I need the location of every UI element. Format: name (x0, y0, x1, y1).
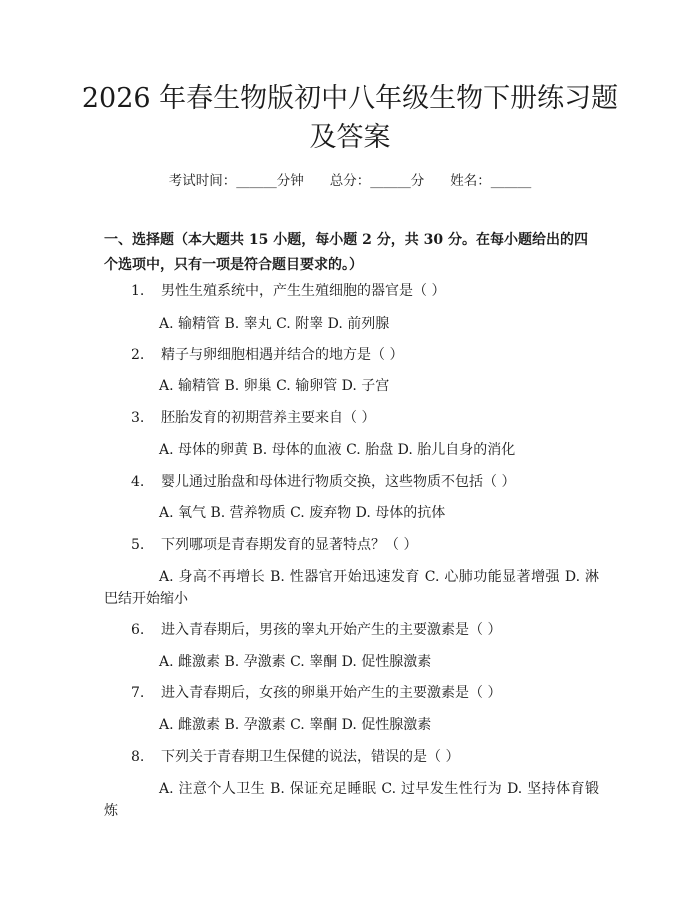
question-2 (131, 345, 403, 365)
question-stem: 婴儿通过胎盘和母体进行物质交换，这些物质不包括（ ） (161, 474, 516, 490)
question-stem: 胚胎发育的初期营养主要来自（ ） (161, 410, 376, 426)
question-number: 1. (131, 283, 145, 299)
question-stem: 进入青春期后，男孩的睾丸开始产生的主要激素是（ ） (161, 622, 502, 638)
question-2-options: A. 输精管 B. 卵巢 C. 输卵管 D. 子宫 (159, 378, 390, 394)
section-heading: 一、选择题（本大题共 15 小题，每小题 2 分，共 30 分。在每小题给出的四个选项中，只有一项是符合题目要求的。） (104, 232, 588, 273)
question-number: 2. (131, 347, 145, 363)
question-number: 4. (131, 474, 145, 490)
document-title-line-2: 及答案 (309, 122, 391, 153)
question-4 (131, 472, 515, 492)
question-number: 6. (131, 622, 145, 638)
exam-info-line (0, 169, 700, 189)
question-stem: 精子与卵细胞相遇并结合的地方是（ ） (161, 347, 404, 363)
question-6-options: A. 雌激素 B. 孕激素 C. 睾酮 D. 促性腺激素 (159, 654, 432, 670)
question-number: 5. (131, 537, 145, 553)
question-8-options: A. 注意个人卫生 B. 保证充足睡眠 C. 过早发生性行为 D. 坚持体育锻炼 (104, 781, 599, 819)
question-stem: 进入青春期后，女孩的卵巢开始产生的主要激素是（ ） (161, 685, 502, 701)
question-number: 8. (131, 749, 145, 765)
question-stem: 下列哪项是青春期发育的显著特点？（ ） (161, 537, 418, 553)
question-7-options: A. 雌激素 B. 孕激素 C. 睾酮 D. 促性腺激素 (159, 717, 432, 733)
question-5 (131, 535, 417, 555)
question-6 (131, 620, 501, 640)
question-3-options: A. 母体的卵黄 B. 母体的血液 C. 胎盘 D. 胎儿自身的消化 (159, 442, 516, 458)
question-5-options: A. 身高不再增长 B. 性器官开始迅速发育 C. 心肺功能显著增强 D. 淋巴结开始缩小 (104, 569, 599, 607)
question-1 (131, 281, 445, 301)
student-name-field: 姓名：______ (450, 173, 532, 189)
question-number: 3. (131, 410, 145, 426)
question-8 (131, 747, 459, 767)
question-number: 7. (131, 685, 145, 701)
total-score-field: 总分：______分 (329, 173, 425, 189)
question-4-options: A. 氧气 B. 营养物质 C. 废弃物 D. 母体的抗体 (159, 505, 446, 521)
question-3 (131, 408, 375, 428)
question-1-options: A. 输精管 B. 睾丸 C. 附睾 D. 前列腺 (159, 316, 390, 332)
exam-time-field: 考试时间：______分钟 (168, 173, 304, 189)
question-stem: 下列关于青春期卫生保健的说法，错误的是（ ） (161, 749, 460, 765)
question-7 (131, 683, 501, 703)
document-title-line-1: 2026 年春生物版初中八年级生物下册练习题 (81, 83, 619, 114)
question-stem: 男性生殖系统中，产生生殖细胞的器官是（ ） (161, 283, 446, 299)
